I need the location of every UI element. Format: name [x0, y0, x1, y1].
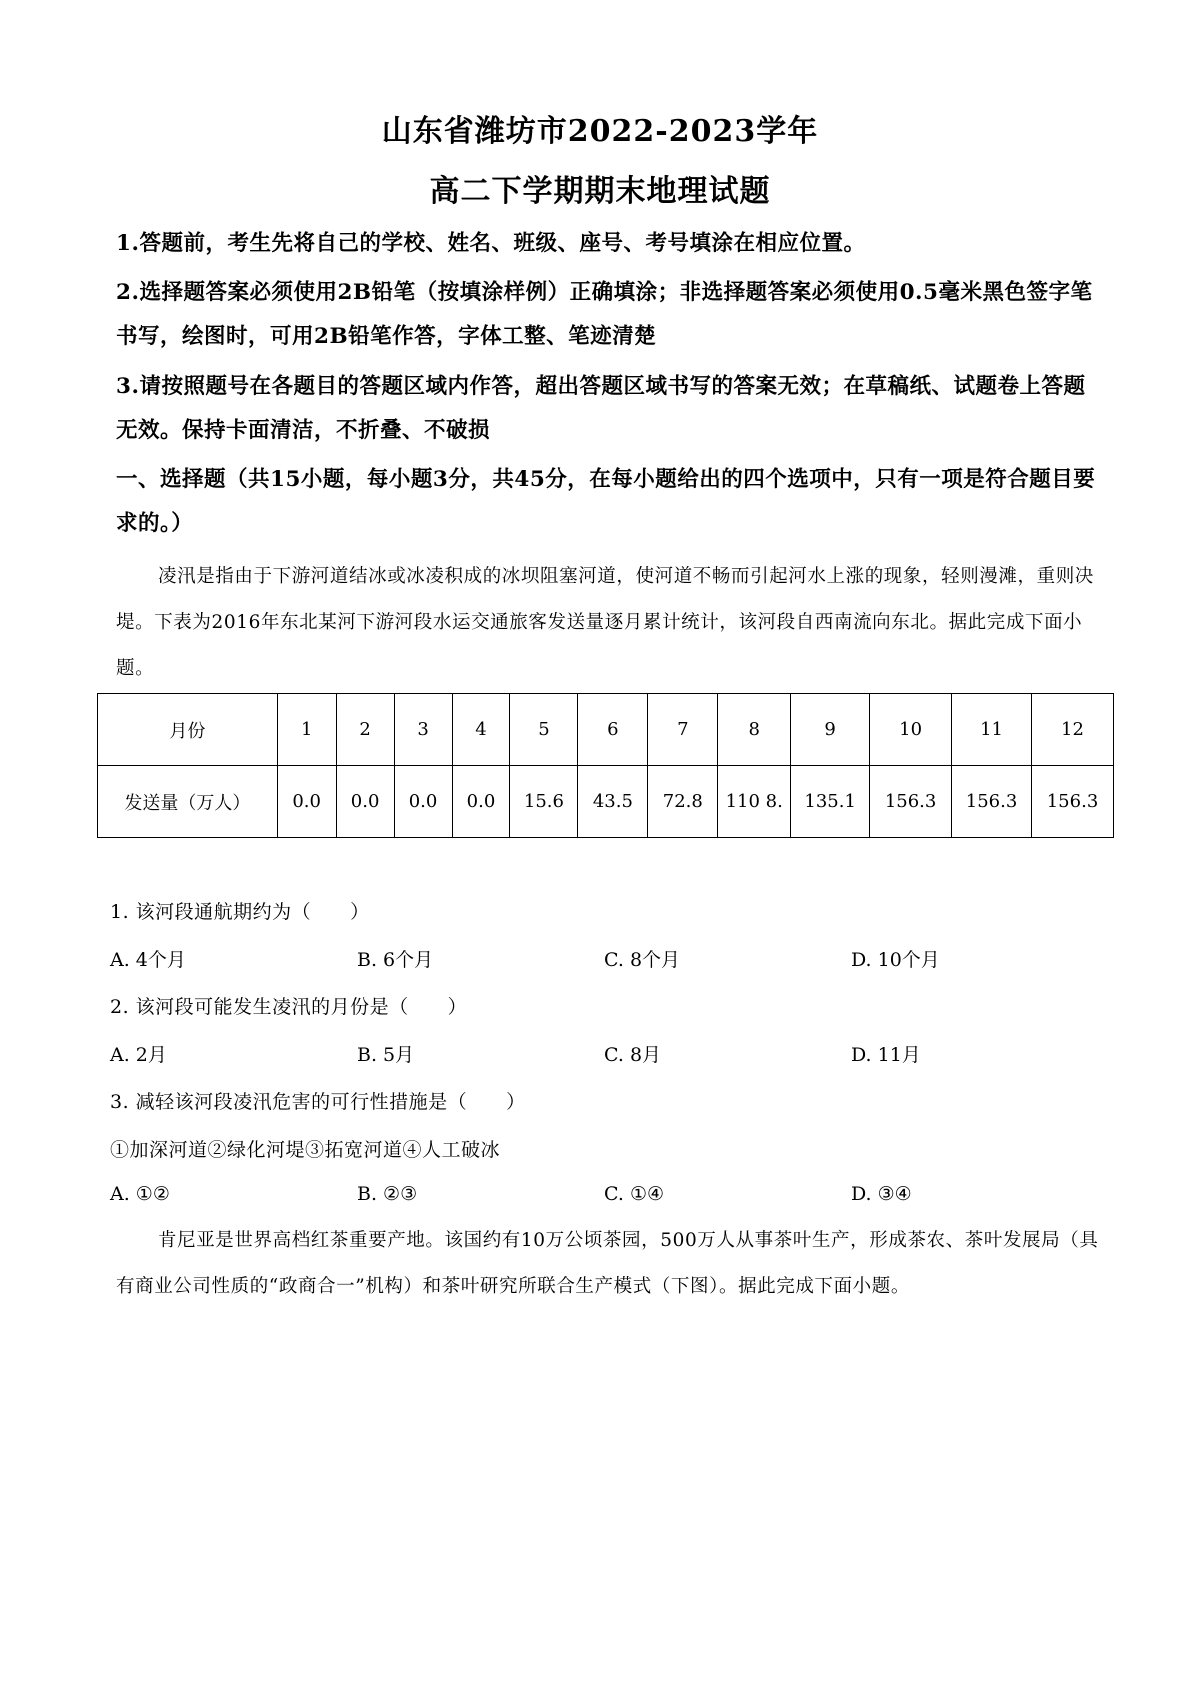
- value-cell: 156.3: [1032, 766, 1114, 838]
- question-1-option-d[interactable]: D. 10个月: [851, 949, 940, 971]
- month-header: 月份: [98, 694, 278, 766]
- instruction-1: 1.答题前，考生先将自己的学校、姓名、班级、座号、考号填涂在相应位置。: [116, 231, 866, 256]
- question-2-option-d[interactable]: D. 11月: [851, 1044, 921, 1066]
- month-cell: 1: [277, 694, 336, 766]
- month-cell: 10: [870, 694, 952, 766]
- value-cell: 0.0: [394, 766, 452, 838]
- month-cell: 7: [648, 694, 718, 766]
- value-cell: 156.3: [952, 766, 1032, 838]
- question-1-stem: 1. 该河段通航期约为（ ）: [110, 901, 370, 923]
- month-cell: 2: [336, 694, 394, 766]
- instruction-2: 2.选择题答案必须使用2B铅笔（按填涂样例）正确填涂；非选择题答案必须使用0.5毫米黑色签字笔书写，绘图时，可用2B铅笔作答，字体工整、笔迹清楚: [116, 280, 1093, 349]
- question-1-option-b[interactable]: B. 6个月: [357, 949, 434, 971]
- month-cell: 11: [952, 694, 1032, 766]
- question-2-option-c[interactable]: C. 8月: [604, 1044, 662, 1066]
- month-cell: 4: [452, 694, 510, 766]
- month-cell: 3: [394, 694, 452, 766]
- question-3-option-b[interactable]: B. ②③: [357, 1183, 418, 1205]
- question-2-option-b[interactable]: B. 5月: [357, 1044, 415, 1066]
- month-cell: 12: [1032, 694, 1114, 766]
- value-cell: 0.0: [336, 766, 394, 838]
- question-3-choices: ①加深河道②绿化河堤③拓宽河道④人工破冰: [110, 1139, 501, 1161]
- question-3-option-c[interactable]: C. ①④: [604, 1183, 665, 1205]
- value-cell: 15.6: [510, 766, 578, 838]
- month-cell: 9: [791, 694, 870, 766]
- value-cell: 135.1: [791, 766, 870, 838]
- month-cell: 6: [578, 694, 648, 766]
- passage-kenya-tea: 肯尼亚是世界高档红茶重要产地。该国约有10万公顷茶园，500万人从事茶叶生产，形成茶农、茶叶发展局（具有商业公司性质的“政商合一”机构）和茶叶研究所联合生产模式（下图）。据此完成下面小题。: [116, 1230, 1099, 1297]
- month-row: [98, 694, 1114, 766]
- question-3-stem: 3. 减轻该河段凌汛危害的可行性措施是（ ）: [110, 1091, 526, 1113]
- value-cell: 0.0: [452, 766, 510, 838]
- passenger-table: [97, 693, 1114, 838]
- section-heading: 一、选择题（共15小题，每小题3分，共45分，在每小题给出的四个选项中，只有一项是符合题目要求的。）: [116, 467, 1096, 536]
- month-cell: 5: [510, 694, 578, 766]
- month-cell: 8: [718, 694, 791, 766]
- question-3-option-d[interactable]: D. ③④: [851, 1183, 912, 1205]
- value-row: [98, 766, 1114, 838]
- value-cell: 0.0: [277, 766, 336, 838]
- question-1-option-c[interactable]: C. 8个月: [604, 949, 681, 971]
- value-cell: 156.3: [870, 766, 952, 838]
- question-1-option-a[interactable]: A. 4个月: [110, 949, 186, 971]
- question-3-option-a[interactable]: A. ①②: [110, 1183, 170, 1205]
- question-2-option-a[interactable]: A. 2月: [110, 1044, 167, 1066]
- instruction-3: 3.请按照题号在各题目的答题区域内作答，超出答题区域书写的答案无效；在草稿纸、试题卷上答题无效。保持卡面清洁，不折叠、不破损: [116, 374, 1086, 443]
- passage-ice-flood: 凌汛是指由于下游河道结冰或冰凌积成的冰坝阻塞河道，使河道不畅而引起河水上涨的现象，轻则漫滩，重则决堤。下表为2016年东北某河下游河段水运交通旅客发送量逐月累计统计，该河段自西南流向东北。据此完成下面小题。: [116, 566, 1094, 679]
- page-subtitle: 高二下学期期末地理试题: [429, 174, 771, 209]
- question-2-stem: 2. 该河段可能发生凌汛的月份是（ ）: [110, 996, 468, 1018]
- page-title: 山东省潍坊市2022-2023学年: [381, 114, 819, 149]
- value-cell: 43.5: [578, 766, 648, 838]
- value-header: 发送量（万人）: [98, 766, 278, 838]
- value-cell: 72.8: [648, 766, 718, 838]
- value-cell: 110 8.: [718, 766, 791, 838]
